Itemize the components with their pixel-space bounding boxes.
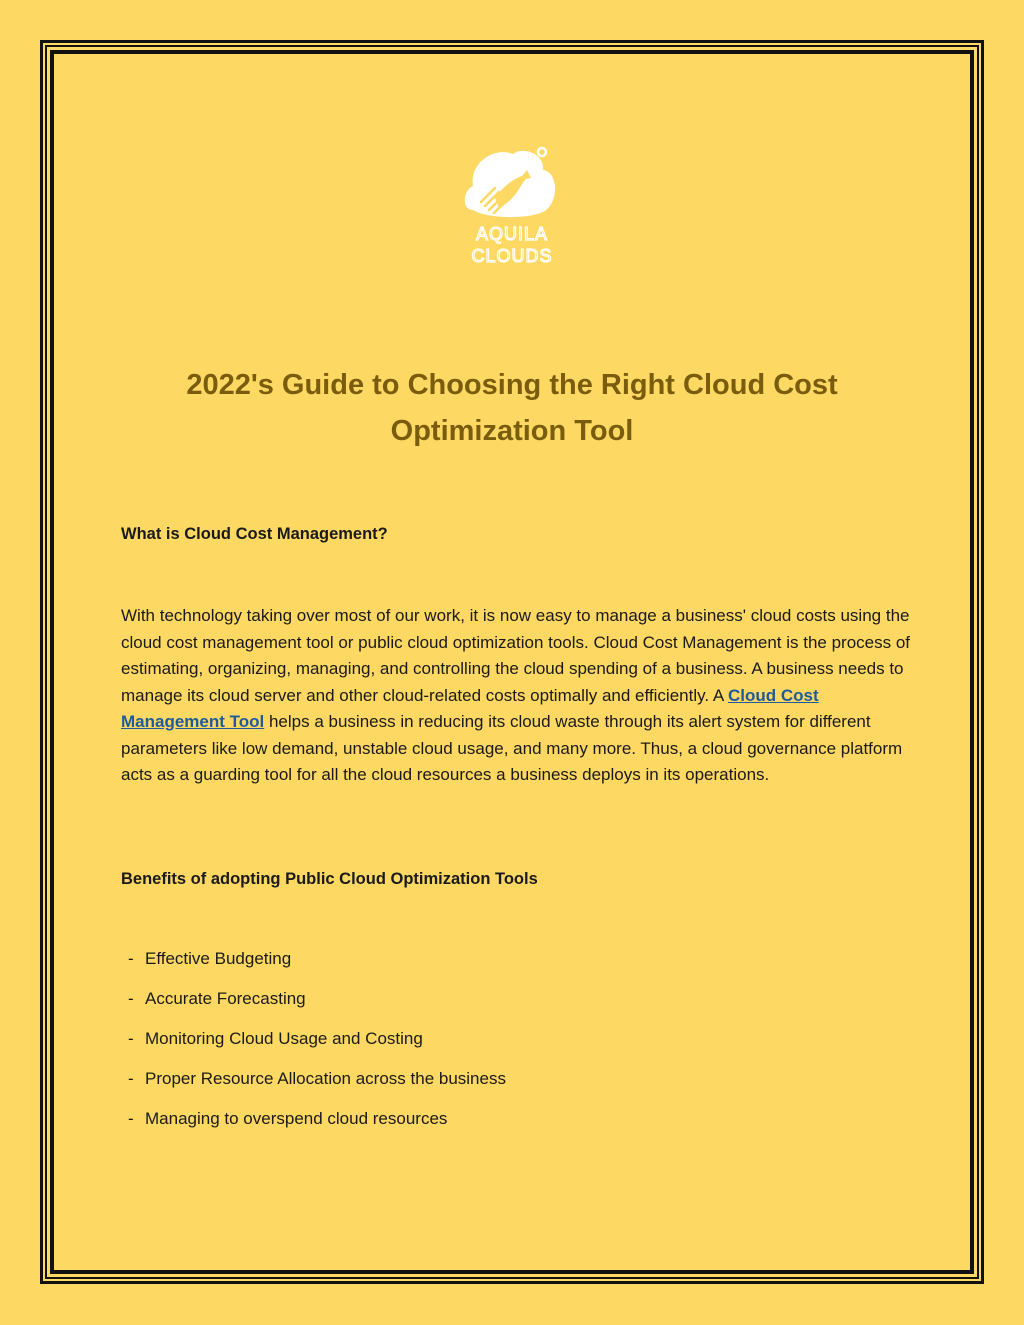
logo-text-line2: CLOUDS: [471, 246, 553, 266]
list-item: [128, 1106, 506, 1146]
aquila-clouds-logo: [455, 140, 569, 270]
cloud-eagle-hand-icon: [465, 148, 555, 217]
list-dash: -: [128, 989, 134, 1008]
list-item: [128, 1026, 506, 1066]
section-heading-benefits: Benefits of adopting Public Cloud Optimization Tools: [121, 870, 538, 888]
paragraph-text-before-link: With technology taking over most of our work, it is now easy to manage a business' cloud costs using the cloud cost management tool or public cloud optimization tools. Cloud Cost Management is the process of estimating, organizing, managing, and controlling the cloud spending of a business. A business needs to manage its cloud server and other cloud-related costs optimally and efficiently. A: [121, 606, 911, 705]
list-item-text: Managing to overspend cloud resources: [145, 1109, 448, 1128]
cloud-cost-management-tool-link[interactable]: Cloud Cost Management Tool: [121, 685, 819, 731]
list-item: [128, 986, 506, 1026]
intro-paragraph: [121, 603, 911, 789]
list-dash: -: [128, 1029, 134, 1048]
section-heading-cloud-cost-management: What is Cloud Cost Management?: [121, 525, 388, 543]
list-dash: -: [128, 949, 134, 968]
list-item-text: Proper Resource Allocation across the business: [145, 1069, 506, 1088]
list-item-text: Accurate Forecasting: [145, 989, 306, 1008]
list-dash: -: [128, 1109, 134, 1128]
logo-text-line1: AQUILA: [475, 224, 549, 244]
page-title: [120, 362, 904, 454]
list-item-text: Effective Budgeting: [145, 949, 292, 968]
list-item: [128, 946, 506, 986]
list-dash: -: [128, 1069, 134, 1088]
list-item-text: Monitoring Cloud Usage and Costing: [145, 1029, 423, 1048]
list-item: [128, 1066, 506, 1106]
benefits-list: [128, 946, 506, 1146]
paragraph-text-after-link: helps a business in reducing its cloud waste through its alert system for different parameters like low demand, unstable cloud usage, and many more. Thus, a cloud governance platform acts as a guarding tool for all the cloud resources a business deploys in its operations.: [121, 712, 903, 784]
page-title-line1: 2022's Guide to Choosing the Right Cloud Cost: [186, 369, 838, 401]
page-title-line2: Optimization Tool: [390, 415, 634, 447]
